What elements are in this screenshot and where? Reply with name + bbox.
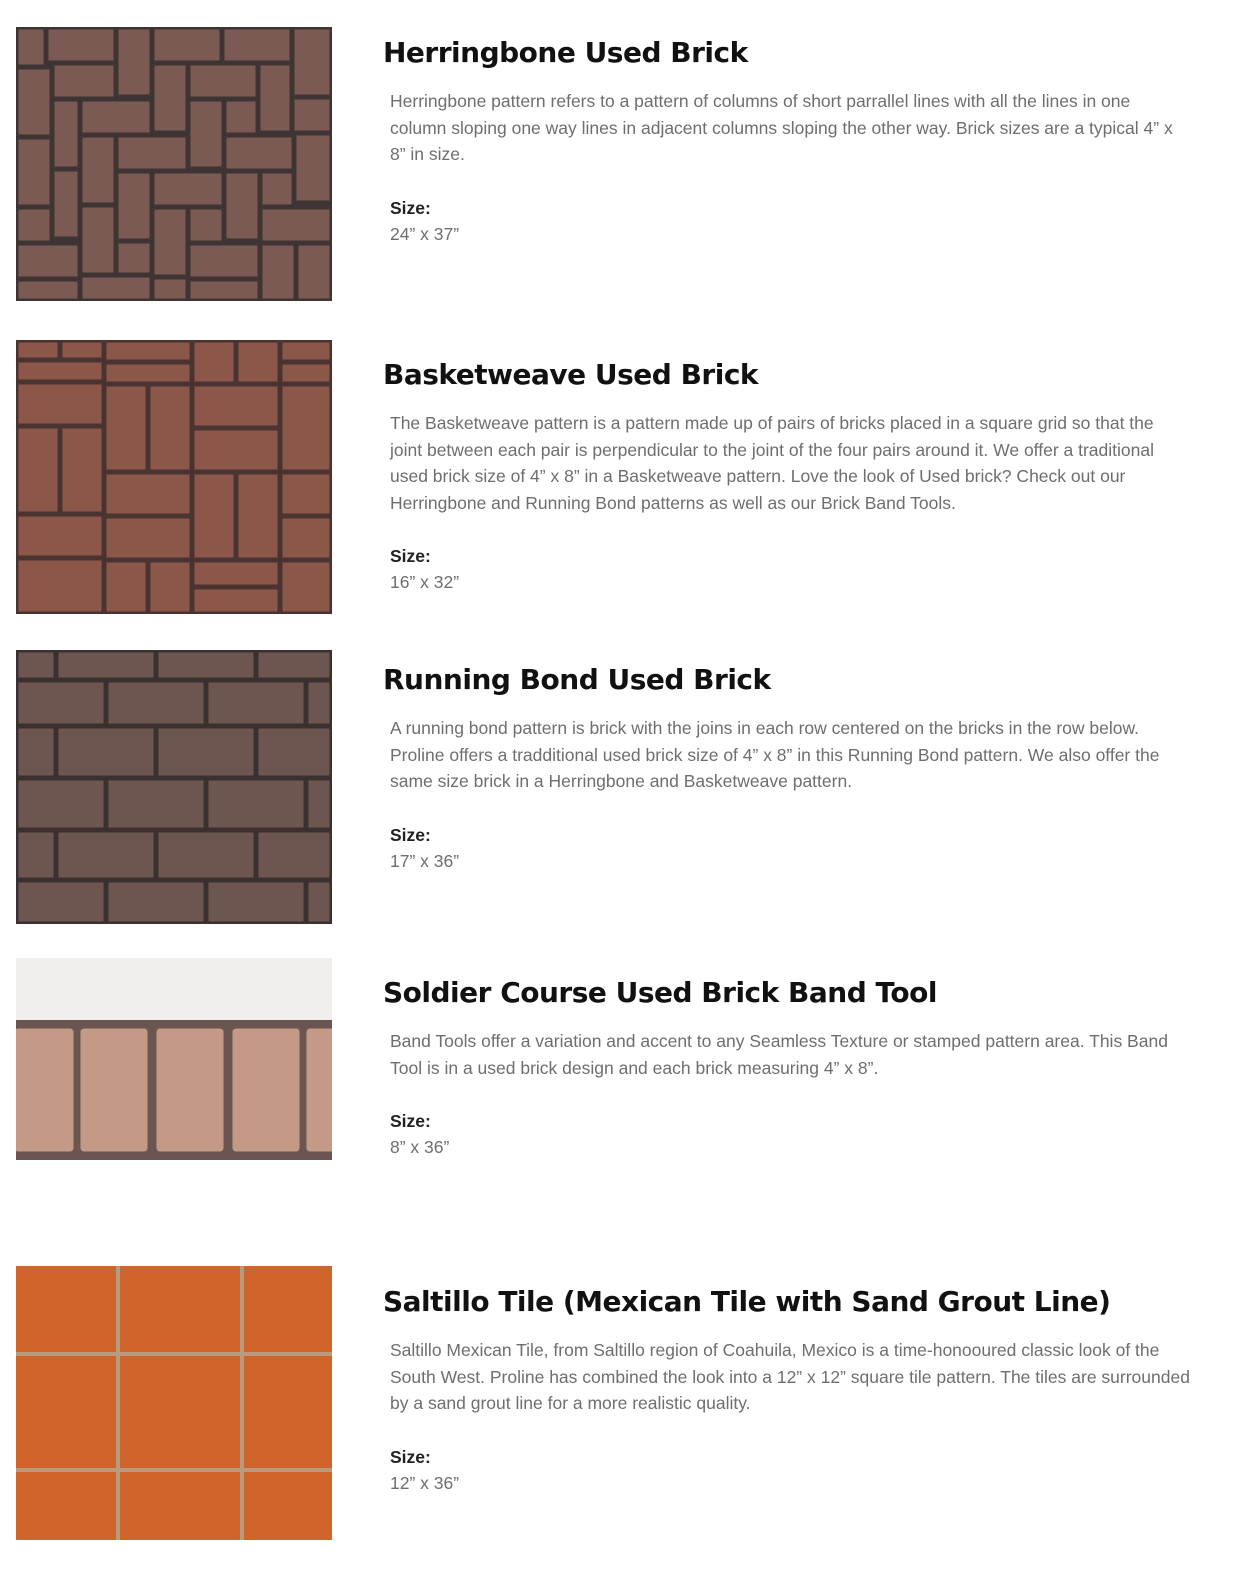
size-label: Size: [390, 546, 431, 566]
product-title: Basketweave Used Brick [383, 358, 759, 391]
product-description: Saltillo Mexican Tile, from Saltillo region of Coahuila, Mexico is a time-honooured classic look of the South West. Proline has combined the look into a 12” x 12” square tile pattern. The tiles are surrounded by a sand grout line for a more realistic quality. [390, 1340, 1190, 1414]
size-label: Size: [390, 198, 431, 218]
product-description: Band Tools offer a variation and accent to any Seamless Texture or stamped pattern area. This Band Tool is in a used brick design and each brick measuring 4” x 8”. [390, 1031, 1168, 1078]
running-bond-brick-swatch-icon [16, 650, 332, 924]
product-title: Saltillo Tile (Mexican Tile with Sand Grout Line) [383, 1285, 1111, 1318]
herringbone-brick-swatch-icon [16, 27, 332, 301]
soldier-course-brick-swatch-icon [16, 958, 332, 1232]
product-title: Running Bond Used Brick [383, 663, 771, 696]
product-description: Herringbone pattern refers to a pattern of columns of short parrallel lines with all the lines in one column sloping one way lines in adjacent columns sloping the other way. Brick sizes are a typical 4” x 8” in size. [390, 91, 1173, 165]
saltillo-tile-swatch-image [16, 1266, 332, 1540]
size-label: Size: [390, 1447, 431, 1467]
size-value: 17” x 36” [390, 851, 460, 871]
basketweave-swatch-image [16, 340, 332, 614]
product-title: Soldier Course Used Brick Band Tool [383, 976, 937, 1009]
size-label: Size: [390, 825, 431, 845]
size-value: 24” x 37” [390, 224, 460, 244]
size-value: 8” x 36” [390, 1137, 450, 1157]
size-value: 16” x 32” [390, 572, 460, 592]
herringbone-swatch-image [16, 27, 332, 301]
running-bond-swatch-image [16, 650, 332, 924]
product-description: The Basketweave pattern is a pattern made up of pairs of bricks placed in a square grid so that the joint between each pair is perpendicular to the joint of the four pairs around it. We offer a traditional used brick size of 4” x 8” in a Basketweave pattern. Love the look of Used brick? Check out our Herringbone and Running Bond patterns as well as our Brick Band Tools. [390, 413, 1154, 513]
soldier-course-swatch-image [16, 958, 332, 1232]
saltillo-tile-swatch-icon [16, 1266, 332, 1540]
size-value: 12” x 36” [390, 1473, 460, 1493]
product-description: A running bond pattern is brick with the joins in each row centered on the bricks in the row below. Proline offers a tradditional used brick size of 4” x 8” in this Running Bond pattern. We also offer the same size brick in a Herringbone and Basketweave pattern. [390, 718, 1160, 792]
basketweave-brick-swatch-icon [16, 340, 332, 614]
product-title: Herringbone Used Brick [383, 36, 748, 69]
size-label: Size: [390, 1111, 431, 1131]
